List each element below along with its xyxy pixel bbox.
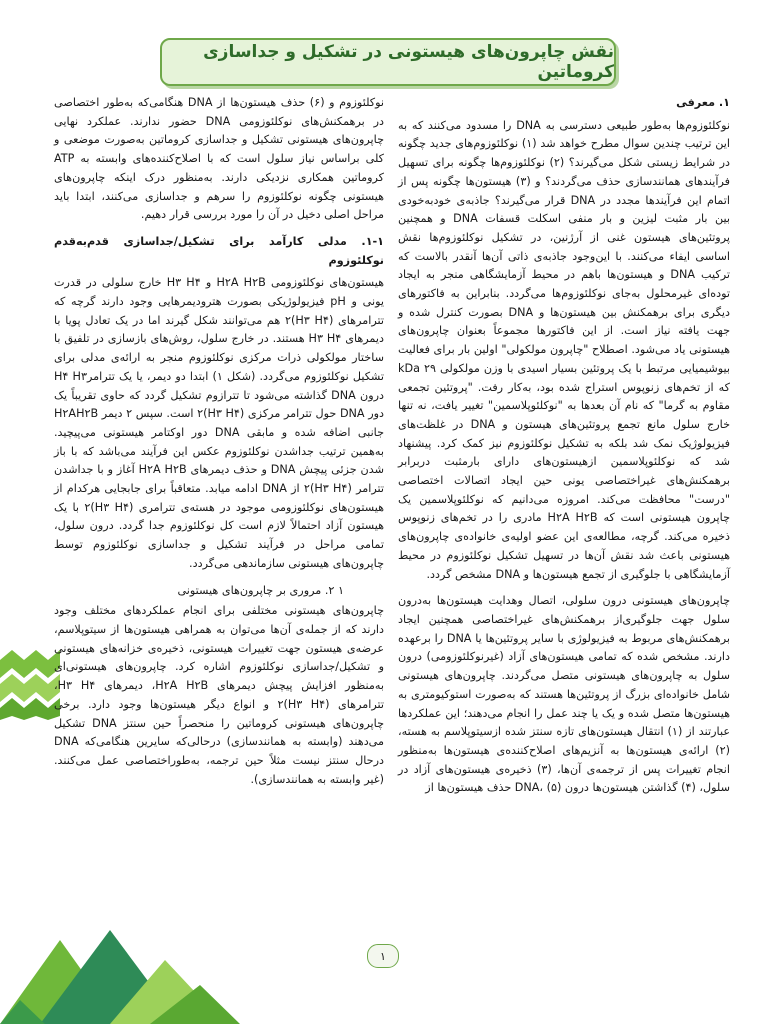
right-column [398,94,730,806]
paragraph: چاپرون‌های هیستونی مختلفی برای انجام عملکردهای مختلف وجود دارند که از جمله‌ی آن‌ها می‌توان به همراهی هیستون‌ها از سیتوپلاسم، عرضه‌ی هیستون جهت تغییرات هیستونی، ذخیره‌ی خزانه‌های هیستونی و تشکیل/جداسازی نوکلئوزوم اشاره کرد. چاپرون‌های هیستونی‌ای به‌منظور افزایش پیچش دیمرهای H۲A H۲B، دیمرهای H۳ H۴، تترامرهای (H۳ H۴)۲ و انواع دیگر هیستون‌ها وجود دارد. برخی چاپرون‌های هیستونی کروماتین را منحصراً حین سنتز DNA تشکیل می‌دهند (وابسته به همانندسازی) درحالی‌که سایرین هنگامی‌که DNA درحال سنتز نیست مثلاً حین ترجمه، به‌طوراختصاصی عمل می‌کنند. (غیر وابسته به همانندسازی). [54,604,385,786]
section-heading-introduction: ۱. معرفی [676,96,730,109]
left-column [54,94,384,797]
mountains-decoration [0,900,240,1024]
section-heading-model: ۱-۱. مدلی کارآمد برای تشکیل/جداسازی قدم‌به‌قدم نوکلئوزوم [54,234,384,267]
paragraph: چاپرون‌های هیستونی درون سلولی، اتصال وهدایت هیستون‌ها به‌درون سلول جهت جلوگیری‌از برهمکنش‌های غیراختصاصی همچنین ایجاد برهمکنش‌های مربوط به فیزیولوژی با سایر پروتئین‌ها یا DNA را برعهده دارند. مشخص شده که تمامی هیستون‌های آزاد (غیرنوکلئوزومی) درون سلول به چاپرون‌های هیستونی متصل می‌گردند. چاپرون‌های هیستونی شامل خانواده‌ای بزرگ از پروتئین‌ها هستند که به‌صورت استوکیومتری به هیستون‌ها متصل شده و یک یا چند عمل را انجام می‌دهند؛ این عملکردها عبارتند از (۱) انتقال هیستون‌های تازه سنتز شده ازسیتوپلاسم به هسته، (۲) ارائه‌ی هیستون‌ها به آنزیم‌های اصلاح‌کننده‌ی هیستون‌ها به‌منظور انجام تغییرات پس از ترجمه‌ی آن‌ها، (۳) ذخیره‌ی هیستون‌های آزاد در سلول، (۴) گذاشتن هیستون‌ها درون DNA، (۵) حذف هیستون‌ها از [398,594,731,795]
paragraph: هیستون‌های نوکلئوزومی H۲A H۲B و H۳ H۴ خارج سلولی در قدرت یونی و pH فیزیولوژیکی بصورت هتروديمرهایی وجود دارند گرچه که تترامرهای (H۳ H۴)۲ هم می‌توانند شکل گیرند اما در یک تعادل پویا با دیمرهای H۳ H۴ هستند. در خارج سلول، روش‌های بازسازی در تلفیق با ساختار مولکولی ذرات مرکزی نوکلئوزوم منجر به ارائه‌ی مدلی برای تشکیل نوکلئوزوم می‌گردد. (شکل ۱) ابتدا دو دیمر، یا یک تترامرH۴ H۳ درون DNA گذاشته می‌شود تا تترازوم تشکیل گردد که حاوی تقریباً یک دور DNA حول تترامر مرکزی (H۳ H۴)۲ است. سپس ۲ دیمر H۲AH۲B جانبی اضافه شده و مابقی DNA دور اوکتامر هیستونی می‌پیچید. به‌همین ترتیب جداشدن نوکلئوزوم عکس این فرآیند می‌باشد که با باز شدن جزئی پیچش DNA و حذف دیمرهای H۲A H۲B آغاز و با جداشدن تترامر (H۳ H۴)۲ از DNA ادامه میابد. متعاقباً برای جابجایی هرکدام از هیستون‌های نوکلئوزومی موجود در هسته‌ی تترامری (H۳ H۴)۲ با یک هیستون آزاد احتمالاً لازم است کل نوکلئوزوم جدا گردد. درون سلول، تمامی مراحل در فرآیند تشکیل و جداسازی نوکلئوزوم توسط چاپرون‌های هیستونی سازماندهی می‌گردد. [54,276,385,570]
section-heading-overview: ۱ ۲. مروری بر چاپرون‌های هیستونی [177,583,344,597]
paragraph: نوکلئوزوم‌ها به‌طور طبیعی دسترسی به DNA را مسدود می‌کنند که به این ترتیب چندین سوال مطرح خواهد شد (۱) نوکلئوزوم‌های جدید چگونه در شرایط زیستی شکل می‌گیرند؟ (۲) نوکلئوزوم‌ها چگونه برای تسهیل فرآیندهای همانندسازی حذف می‌گردند؟ و (۳) هیستون‌ها چگونه پس از اتمام این فرآیندها مجدد در DNA قرار می‌گیرند؟ جاذبه‌ی خودبه‌خودی بین بار مثبت لیزین و بار منفی اسکلت قسفات DNA و همچنین پروتئین‌های هیستون غنی از آرژنین، در تشکیل نوکلئوزوم‌ها نقش اساسی ایفاء می‌کنند. با این‌وجود جاذبه‌ی ذاتی آن‌ها آنقدر بالاست که ترکیب DNA و هیستون‌ها باهم در محیط آزمایشگاهی منجر به ایجاد توده‌ای غیرمحلول به‌جای نوکلئوزوم‌ها می‌گردد. بنابراین به فاکتورهای دیگری برای برهمکنش بین هیستون‌ها و DNA بصورت کنترل شده و جهت یافته نیاز است. از این فاکتورها مجموعاً بعنوان چاپرون‌های هیستونی یاد می‌شود. اصطلاح "چاپرون مولکولی" اولین بار برای فعالیت بیوشیمیایی مرتبط با یک پروتئین بسیار اسیدی با وزن مولکولی ۲۹ kDa که از تخم‌های زنوپوس استراج شده بود، به‌کار رفت. "پروتئین تجمعی مقاوم به گرما" که نام آن بعدها به "نوکلئوپلاسمین" تغییر یافت، نه تنها خارج سلول مانع تجمع پروتئین‌های هیستون و DNA در غلظت‌های فیزیولوژیک نمک شد بلکه به تشکیل نوکلئوزوم نیز کمک کرد. پیشنهاد شد که نوکلئوپلاسمین ازهیستون‌های دارای بارمثبت دربرابر برهمکنش‌های غیراختصاصی یونی حین ایجاد اتصالات اختصاصی "درست" محافظت می‌کند. امروزه می‌دانیم که نوکلئوپلاسمین یک چاپرون هیستونی است که H۲A H۲B مادری را در تخم‌های زنوپوس ذخیره می‌کند. گرچه، مطالعه‌ی این عضو اولیه‌ی خانواده‌ی چاپرون‌های هیستونی باعث شد نقش آن‌ها در تسهیل تشکیل نوکلئوزوم در محیط آزمایشگاهی با جلوگیری از تجمع هیستون‌ها و DNA مشخص گردد. [398,118,730,581]
page-number: ۱ [367,944,399,968]
page-title-box [160,38,616,86]
page-title: نقش چاپرون‌های هیستونی در تشکیل و جداسازی کروماتین [203,42,614,82]
leaf-zigzag-decoration [0,650,60,720]
paragraph: نوکلئوزوم و (۶) حذف هیستون‌ها از DNA هنگامی‌که به‌طور اختصاصی در برهمکنش‌های نوکلئوزومی DNA حضور ندارند. عملکرد نهایی چاپرون‌های هیستونی تشکیل و جداسازی کروماتین به‌صورت موضعی و کلی براساس نیاز سلول است که با اصلاح‌کننده‌های وابسته به ATP کروماتین همکاری نزدیکی دارند. به‌منظور درک اینکه چاپرون‌های هیستونی چگونه نوکلئوزوم را سرهم و جداسازی می‌کنند، ابتدا باید مراحل اصلی دخیل در آن را مورد بررسی قرار دهیم. [54,96,384,222]
